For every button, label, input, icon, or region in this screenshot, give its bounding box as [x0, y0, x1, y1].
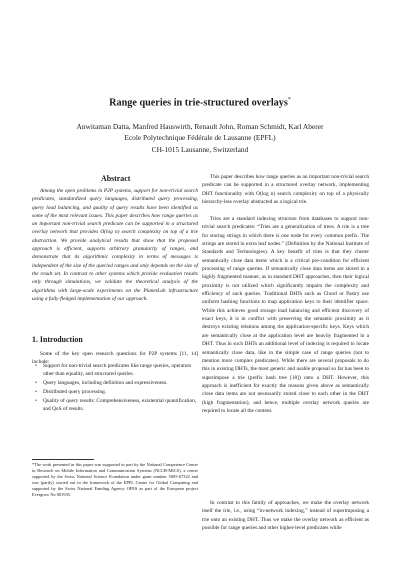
- body-paragraph-2: Tries are a standard indexing structure from databases to support non-trivial search predicates: “Tries are a generalization of trees. A trie is a tree for storing strings in which there is one node for every common prefix. The strings are stored in extra leaf nodes.” (Definition by the National Institute of Standards and Technologies). A key benefit of tries is that they cluster semantically close data items which is a critical pre-condition for efficient processing of range queries. If semantically close data items are stored in a highly fragmented manner, as in standard DHT approaches, then their logical proximity is not utilized which significantly impairs the complexity and efficiency of such queries. Traditional DHTs such as Chord or Pastry use uniform hashing functions to map application keys to their identifier space. While this achieves good storage load balancing and efficient discovery of exact keys, it is in conflict with preserving the semantic proximity as it destroys existing relations among the application-specific keys. Keys which are semantically close at the application level are heavily fragmented in a DHT. Thus in such DHTs an additional level of indexing is required to locate semantically close data, like in the simple case of range queries (not to mention more complex predicates). While there are several proposals to do this in existing DHTs, the most generic and usable proposal so far has been to superimpose a trie (prefix hash tree [18]) onto a DHT. However, this approach is inefficient for exactly the reasons given above as semantically close data items are not necessarily stored close to each other in the DHT (high fragmentation), and hence, multiple overlay network queries are required to locate all the content.: [202, 216, 369, 414]
- body-paragraph-3: In contrast to this family of approaches, we make the overlay network itself the trie, i.e., using “in-network indexing,” instead of superimposing a trie onto an existing DHT. Thus we make the overlay network as efficient as possible for range queries and other higher-level predicates while: [202, 500, 369, 532]
- list-item: • Distributed query processing.: [32, 388, 198, 396]
- introduction-lead: Some of the key open research questions for P2P systems [11, 14] include:: [32, 351, 198, 366]
- list-item: • Quality of query results: Comprehensiveness, existential quantification, and QoS of results.: [32, 397, 198, 413]
- author-names: Anwitaman Datta, Manfred Hauswirth, Renault John, Roman Schmidt, Karl Aberer: [76, 122, 324, 131]
- funding-footnote: *The work presented in this paper was supported in part by the National Competence Center in Research on Mobile Information and Communication Systems (NCCR-MICS), a center supported by the Swiss National Science Foundation under grant number 5005-67322 and was (partly) carried out in the framework of the EPFL Center for Global Computing and supported by the Swiss National Funding Agency OFES as part of the European project Evergrow No 001935.: [32, 462, 198, 498]
- abstract-text: Among the open problems in P2P systems, support for non-trivial search predicates, standardized query languages, distributed query processing, query load balancing, and quality of query results have been identified as some of the most relevant issues. This paper describes how range queries as an important non-trivial search predicate can be supported in a structured overlay network that provides O(log n) search complexity on top of a trie abstraction. We provide analytical results that show that the proposed approach is efficient, supports arbitrary granularity of ranges, and demonstrate that its algorithmic complexity in terms of messages is independent of the size of the queried ranges and only depends on the size of the result set. In contrast to other systems which provide evaluation results only through simulations, we validate the theoretical analysis of the algorithms with large-scale experiments on the PlanetLab infrastructure using a fully-fledged implementation of our approach.: [32, 188, 198, 302]
- introduction-heading: 1. Introduction: [32, 335, 83, 344]
- open-questions-list: [32, 362, 198, 415]
- paper-title: [0, 94, 400, 109]
- paper-title-text: Range queries in trie-structured overlays: [109, 97, 288, 109]
- author-block: [0, 121, 400, 155]
- abstract-heading: Abstract: [101, 174, 131, 183]
- address: CH-1015 Lausanne, Switzerland: [151, 144, 249, 154]
- body-paragraph-1: This paper describes how range queries as an important non-trivial search predicate can be supported in a structured overlay network, implementing DHT functionality with O(log n) search complexity on top of a physically hierarchy-less overlay abstracted as a logical trie.: [202, 174, 369, 206]
- footnote-rule: [32, 459, 94, 460]
- list-item: • Query languages, including definition and expressiveness.: [32, 379, 198, 387]
- title-footnote-mark: *: [287, 97, 291, 103]
- affiliation: Ecole Polytechnique Fédérale de Lausanne (EPFL): [124, 133, 276, 143]
- list-item: • Support for non-trivial search predicates like range queries, operators other than equality, and structured queries.: [32, 362, 198, 378]
